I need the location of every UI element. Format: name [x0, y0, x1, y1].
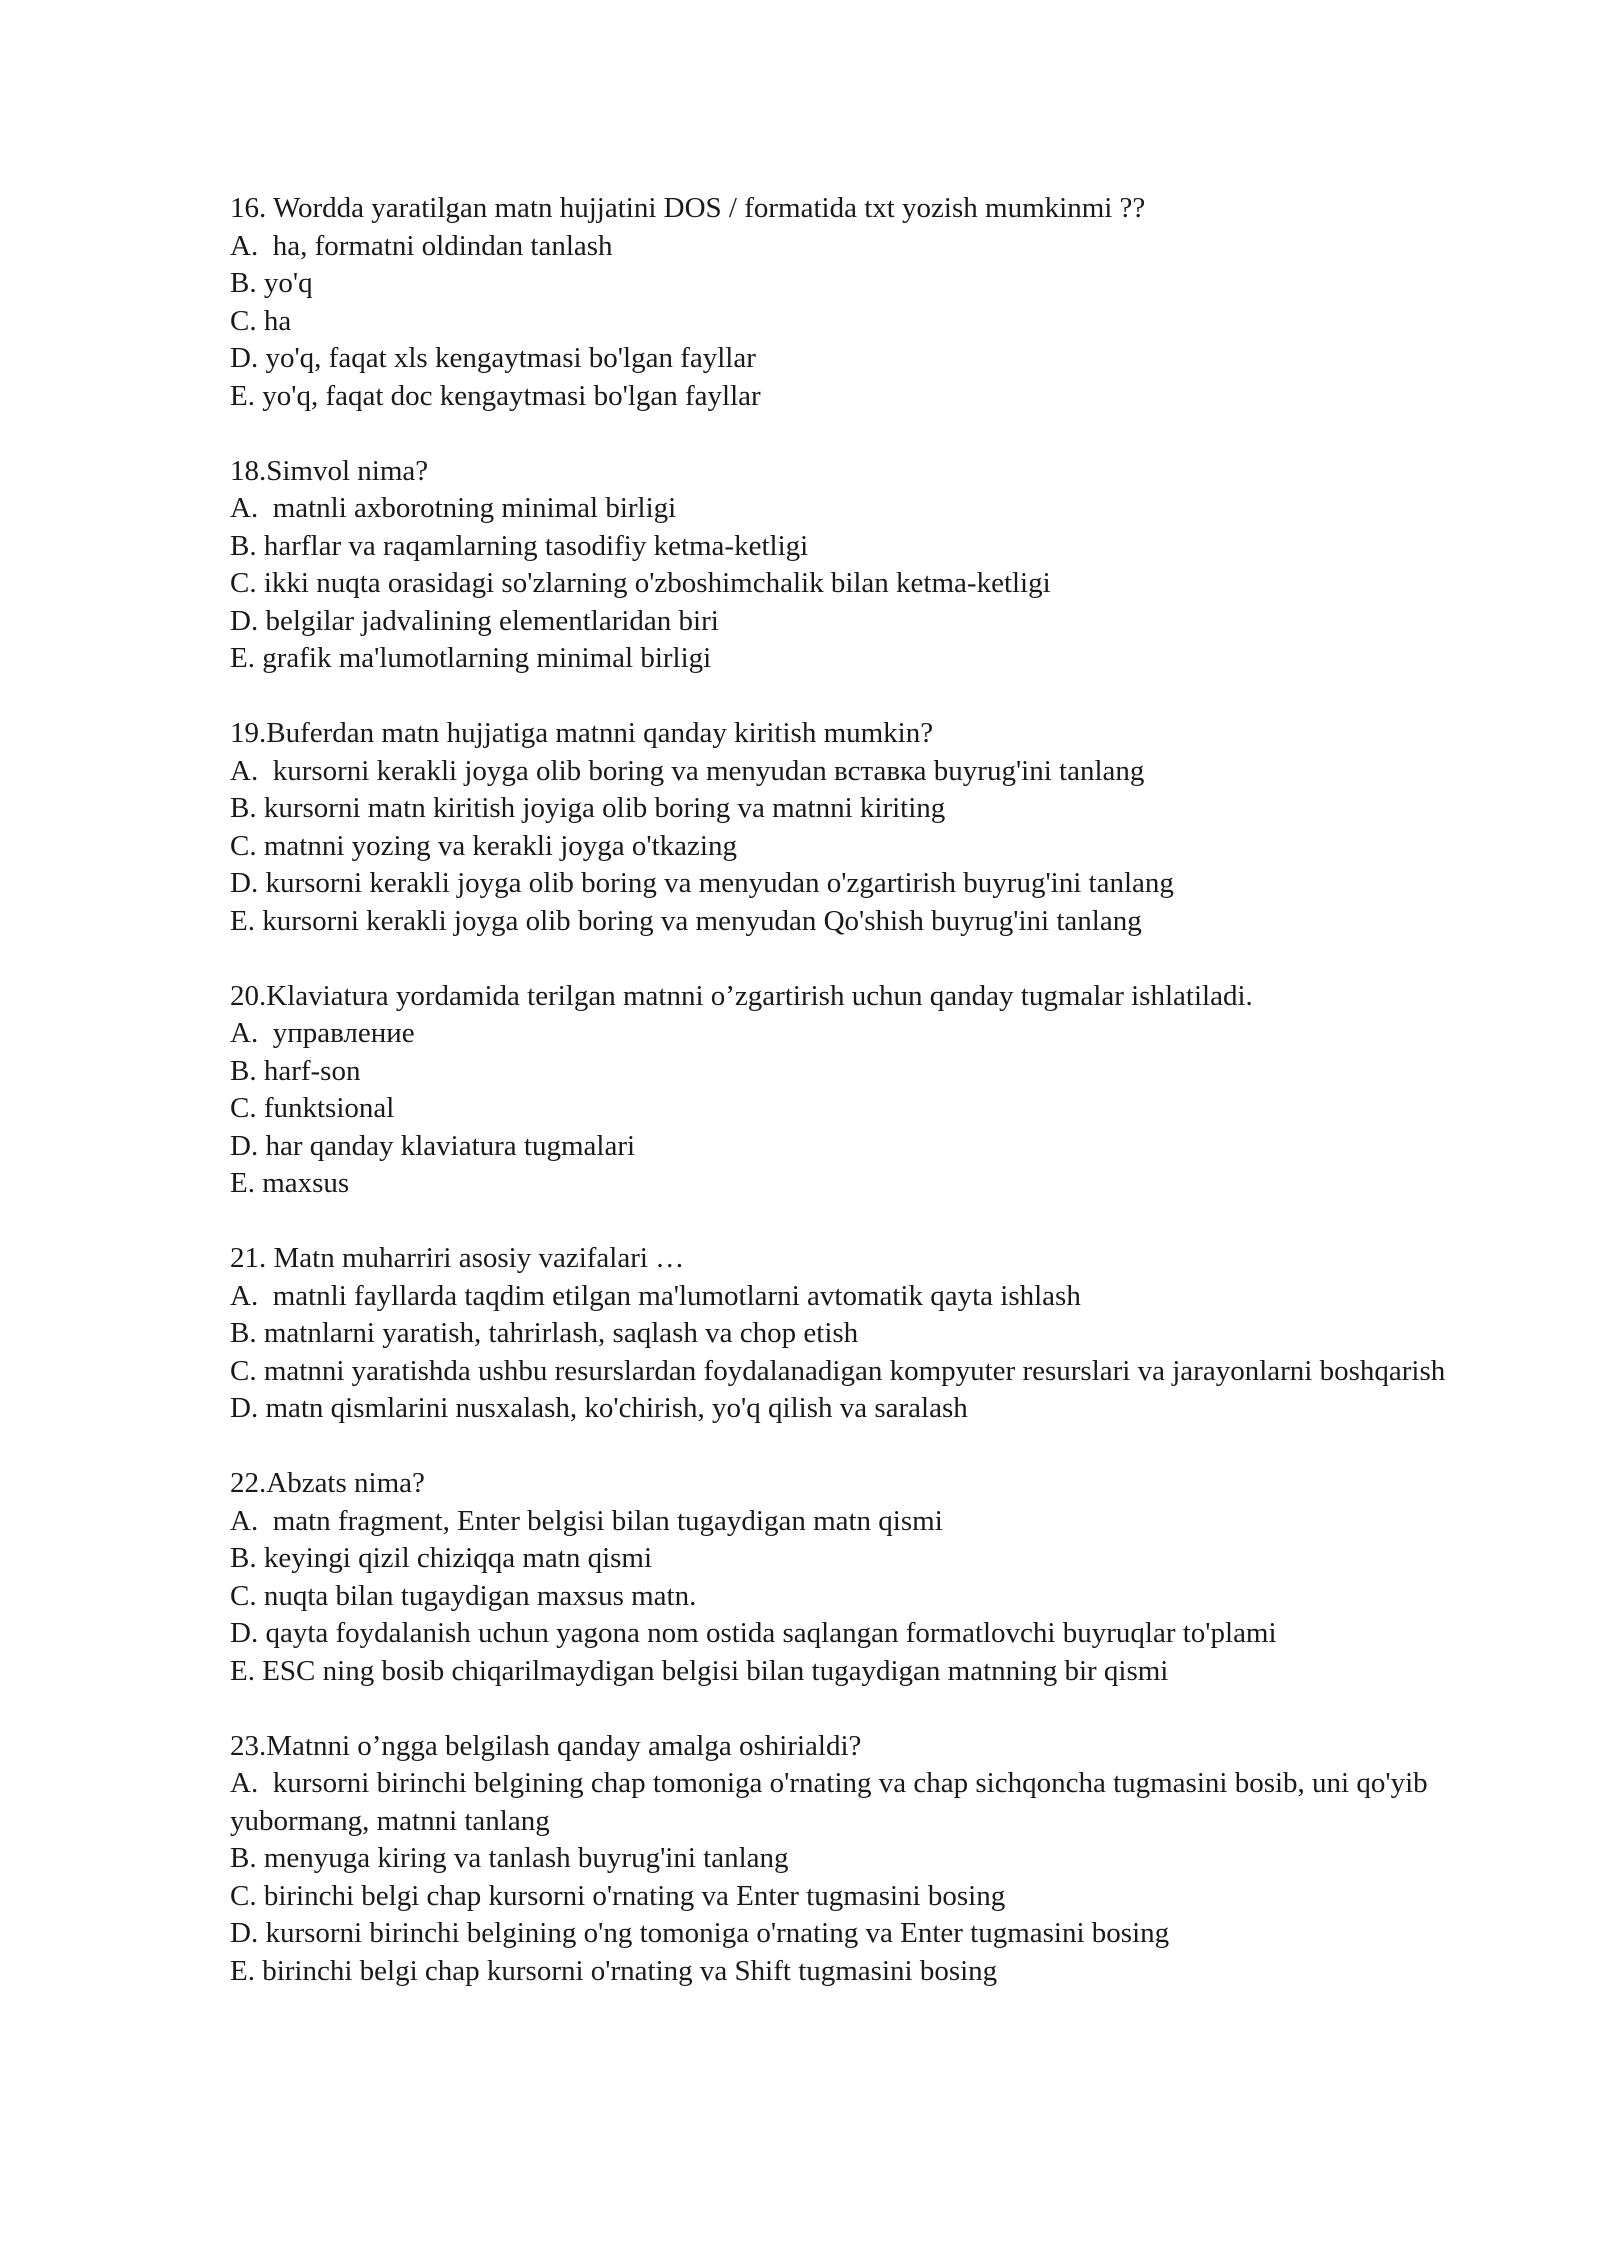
question-21	[230, 1240, 1490, 1428]
option-a: A. matn fragment, Enter belgisi bilan tugaydigan matn qismi	[230, 1504, 943, 1537]
question-20	[230, 978, 1490, 1203]
option-d: D. kursorni birinchi belgining o'ng tomoniga o'rnating va Enter tugmasini bosing	[230, 1917, 1170, 1949]
question-text: 18.Simvol nima?	[230, 454, 429, 487]
question-text: 22.Abzats nima?	[230, 1467, 425, 1499]
question-18	[230, 453, 1490, 678]
option-d: D. belgilar jadvalining elementlaridan biri	[230, 604, 719, 637]
question-text: 16. Wordda yaratilgan matn hujjatini DOS / formatida txt yozish mumkinmi ??	[230, 192, 1146, 224]
question-text: 19.Buferdan matn hujjatiga matnni qanday kiritish mumkin?	[230, 717, 934, 749]
question-22	[230, 1465, 1490, 1690]
option-a: A. matnli fayllarda taqdim etilgan ma'lumotlarni avtomatik qayta ishlash	[230, 1279, 1081, 1312]
option-b: B. harflar va raqamlarning tasodifiy ketma-ketligi	[230, 529, 809, 562]
option-b: B. menyuga kiring va tanlash buyrug'ini tanlang	[230, 1842, 789, 1874]
question-16	[230, 190, 1490, 415]
option-b: B. yo'q	[230, 267, 313, 299]
option-b: B. kursorni matn kiritish joyiga olib boring va matnni kiriting	[230, 792, 946, 824]
option-b: B. matnlarni yaratish, tahrirlash, saqlash va chop etish	[230, 1317, 859, 1349]
option-d: D. har qanday klaviatura tugmalari	[230, 1129, 636, 1162]
option-a: A. управление	[230, 1017, 415, 1049]
option-a: A. kursorni kerakli joyga olib boring va menyudan вставка buyrug'ini tanlang	[230, 754, 1145, 787]
option-d: D. yo'q, faqat xls kengaytmasi bo'lgan fayllar	[230, 342, 756, 374]
option-c: C. funktsional	[230, 1092, 395, 1124]
option-c: C. nuqta bilan tugaydigan maxsus matn.	[230, 1579, 697, 1612]
question-23	[230, 1728, 1490, 1991]
option-e: E. birinchi belgi chap kursorni o'rnating va Shift tugmasini bosing	[230, 1954, 998, 1987]
option-a: A. kursorni birinchi belgining chap tomoniga o'rnating va chap sichqoncha tugmasini bosib, uni qo'yib yubormang, matnni tanlang	[230, 1767, 1435, 1837]
option-b: B. keyingi qizil chiziqqa matn qismi	[230, 1542, 653, 1574]
option-b: B. harf-son	[230, 1054, 361, 1087]
option-c: C. ha	[230, 304, 292, 337]
option-e: E. yo'q, faqat doc kengaytmasi bo'lgan fayllar	[230, 379, 761, 412]
option-a: A. matnli axborotning minimal birligi	[230, 492, 677, 524]
option-d: D. kursorni kerakli joyga olib boring va menyudan o'zgartirish buyrug'ini tanlang	[230, 867, 1174, 899]
option-a: A. ha, formatni oldindan tanlash	[230, 229, 613, 262]
document-page	[230, 190, 1490, 2028]
question-text: 20.Klaviatura yordamida terilgan matnni o’zgartirish uchun qanday tugmalar ishlatiladi.	[230, 979, 1253, 1012]
option-e: E. maxsus	[230, 1167, 350, 1199]
question-text: 21. Matn muharriri asosiy vazifalari …	[230, 1242, 685, 1274]
option-d: D. qayta foydalanish uchun yagona nom ostida saqlangan formatlovchi buyruqlar to'plami	[230, 1617, 1277, 1649]
option-c: C. birinchi belgi chap kursorni o'rnating va Enter tugmasini bosing	[230, 1879, 1006, 1912]
question-text: 23.Matnni o’ngga belgilash qanday amalga oshirialdi?	[230, 1729, 862, 1762]
option-e: E. kursorni kerakli joyga olib boring va menyudan Qo'shish buyrug'ini tanlang	[230, 904, 1142, 937]
option-d: D. matn qismlarini nusxalash, ko'chirish, yo'q qilish va saralash	[230, 1392, 968, 1424]
option-e: E. grafik ma'lumotlarning minimal birligi	[230, 642, 712, 674]
question-19	[230, 715, 1490, 940]
option-c: C. matnni yozing va kerakli joyga o'tkazing	[230, 829, 737, 862]
option-e: E. ESC ning bosib chiqarilmaydigan belgisi bilan tugaydigan matnning bir qismi	[230, 1654, 1169, 1687]
option-c: C. ikki nuqta orasidagi so'zlarning o'zboshimchalik bilan ketma-ketligi	[230, 567, 1051, 599]
option-c: C. matnni yaratishda ushbu resurslardan foydalanadigan kompyuter resurslari va jarayonlarni boshqarish	[230, 1354, 1446, 1387]
